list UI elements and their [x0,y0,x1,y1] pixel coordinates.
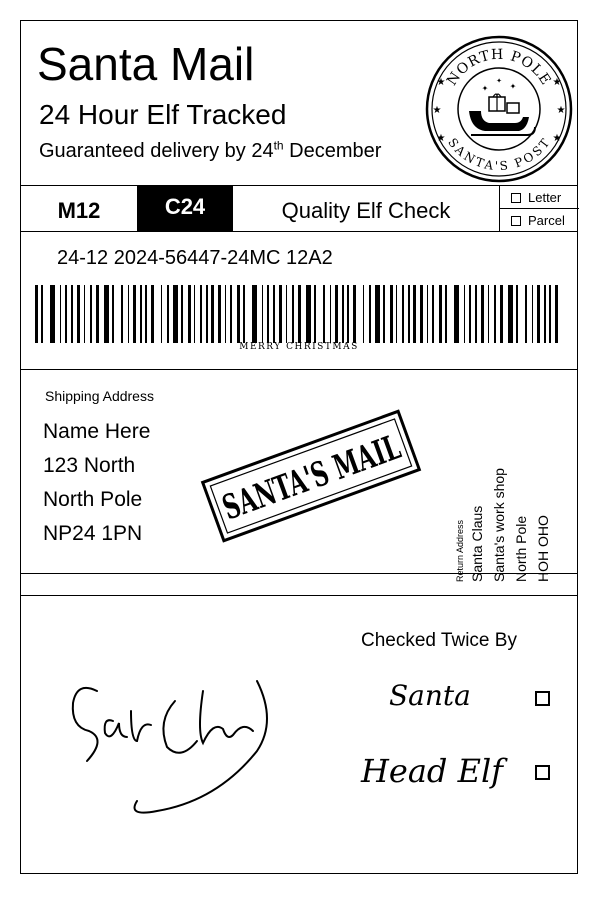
quality-check-label: Quality Elf Check [281,198,451,223]
barcode-bar [532,285,533,343]
svg-text:★: ★ [552,133,562,144]
barcode-bar [286,285,287,343]
svg-text:SANTA'S POST [445,135,552,173]
shipping-address-label: Shipping Address [45,388,154,404]
barcode-bar [323,285,325,343]
svg-text:★: ★ [436,77,446,88]
barcode-bar [500,285,503,343]
barcode-bar [475,285,477,343]
guarantee-ordinal: th [273,138,284,153]
barcode-bar [427,285,428,343]
barcode-bar [128,285,129,343]
option-letter[interactable] [509,187,561,209]
barcode-bar [445,285,447,343]
sleigh-icon [469,94,535,135]
svg-text:✦: ✦ [496,77,502,85]
postmark-top-text: NORTH POLE [443,46,555,89]
svg-text:✦: ✦ [481,84,489,93]
barcode-bar [243,285,245,343]
address-line: 123 North [43,454,136,477]
santa-claus-signature [57,661,287,831]
barcode-bar [544,285,546,343]
barcode-bar [292,285,294,343]
barcode-bar [96,285,99,343]
barcode-bar [396,285,397,343]
head-elf-check-checkbox[interactable] [535,765,550,780]
barcode-bar [306,285,311,343]
letter-checkbox[interactable] [511,193,521,203]
barcode-bar [252,285,257,343]
barcode-bar [353,285,356,343]
option-label: Parcel [528,213,565,228]
barcode-bar [273,285,275,343]
barcode-bar [469,285,471,343]
return-line: Santa's work shop [491,468,507,582]
option-label: Letter [528,190,562,205]
divider [21,573,577,574]
barcode-bar [439,285,442,343]
barcode-bar [342,285,344,343]
barcode-bar [432,285,434,343]
barcode-caption: MERRY CHRISTMAS [239,342,359,352]
barcode-bar [508,285,513,343]
barcode-bar [194,285,195,343]
stamp-text: SANTA'S MAIL [217,394,497,529]
svg-text:★: ★ [432,105,442,116]
barcode-bar [200,285,202,343]
return-line: Santa Claus [469,505,485,582]
return-line: North Pole [513,515,529,582]
barcode-bar [121,285,123,343]
barcode-bar [488,285,489,343]
return-line: HOH OHO [535,515,551,582]
barcode-bar [65,285,67,343]
barcode-bar [390,285,393,343]
barcode-bar [363,285,364,343]
checker-santa: Santa [389,679,471,712]
svg-text:★: ★ [552,77,562,88]
barcode-bar [549,285,551,343]
barcode-bar [151,285,154,343]
north-pole-postmark [423,33,575,185]
barcode-bar [104,285,109,343]
barcode-bar [50,285,55,343]
barcode-bar [464,285,465,343]
checked-twice-label: Checked Twice By [361,630,517,651]
barcode-bar [330,285,331,343]
barcode-bar [77,285,80,343]
barcode-bar [262,285,263,343]
divider [21,231,577,232]
barcode-bar [181,285,183,343]
postmark-bottom-text: SANTA'S POST [445,135,553,173]
zone-code-box [137,186,233,232]
barcode [35,285,563,343]
svg-text:✦: ✦ [509,82,517,91]
barcode-bar [402,285,404,343]
barcode-bar [35,285,38,343]
barcode-bar [167,285,169,343]
return-address-label: Return Address [455,519,465,582]
santa-check-checkbox[interactable] [535,691,550,706]
barcode-bar [140,285,142,343]
barcode-bar [237,285,240,343]
barcode-bar [211,285,214,343]
label-subtitle: 24 Hour Elf Tracked [39,99,287,130]
barcode-bar [206,285,208,343]
option-parcel[interactable] [509,210,565,232]
tracking-number: 24-12 2024-56447-24MC 12A2 [57,247,333,269]
svg-text:★: ★ [436,133,446,144]
divider [21,185,577,186]
checker-head-elf: Head Elf [361,752,504,790]
barcode-bar [133,285,136,343]
barcode-bar [420,285,423,343]
zone-code: C24 [164,194,206,219]
guarantee-text: Guaranteed delivery by 24 [39,140,274,162]
barcode-bar [161,285,162,343]
barcode-bar [369,285,371,343]
divider [21,369,577,370]
barcode-bar [71,285,73,343]
return-address [454,422,551,582]
barcode-bar [188,285,191,343]
barcode-bar [112,285,114,343]
barcode-bar [279,285,282,343]
barcode-bar [525,285,527,343]
shipping-label [20,20,578,874]
barcode-bar [335,285,338,343]
address-line: Name Here [43,420,151,443]
barcode-bar [413,285,416,343]
delivery-guarantee [39,139,381,163]
guarantee-month: December [283,140,382,162]
barcode-bar [60,285,61,343]
barcode-bar [230,285,232,343]
barcode-bar [298,285,301,343]
address-line: North Pole [43,488,143,511]
parcel-checkbox[interactable] [511,216,521,226]
barcode-bar [314,285,316,343]
service-code: M12 [57,198,101,223]
barcode-bar [481,285,484,343]
barcode-bar [516,285,518,343]
barcode-bar [347,285,349,343]
barcode-bar [90,285,92,343]
barcode-bar [375,285,380,343]
barcode-bar [84,285,85,343]
barcode-bar [383,285,385,343]
barcode-bar [145,285,147,343]
barcode-bar [537,285,540,343]
barcode-bar [454,285,459,343]
barcode-bar [218,285,221,343]
divider [21,595,577,596]
barcode-bar [494,285,496,343]
barcode-bar [555,285,558,343]
barcode-bar [408,285,410,343]
barcode-bar [225,285,226,343]
barcode-bar [267,285,269,343]
barcode-bar [41,285,43,343]
label-title: Santa Mail [37,38,255,90]
svg-text:★: ★ [556,105,566,116]
address-line: NP24 1PN [43,522,143,545]
barcode-bar [173,285,178,343]
